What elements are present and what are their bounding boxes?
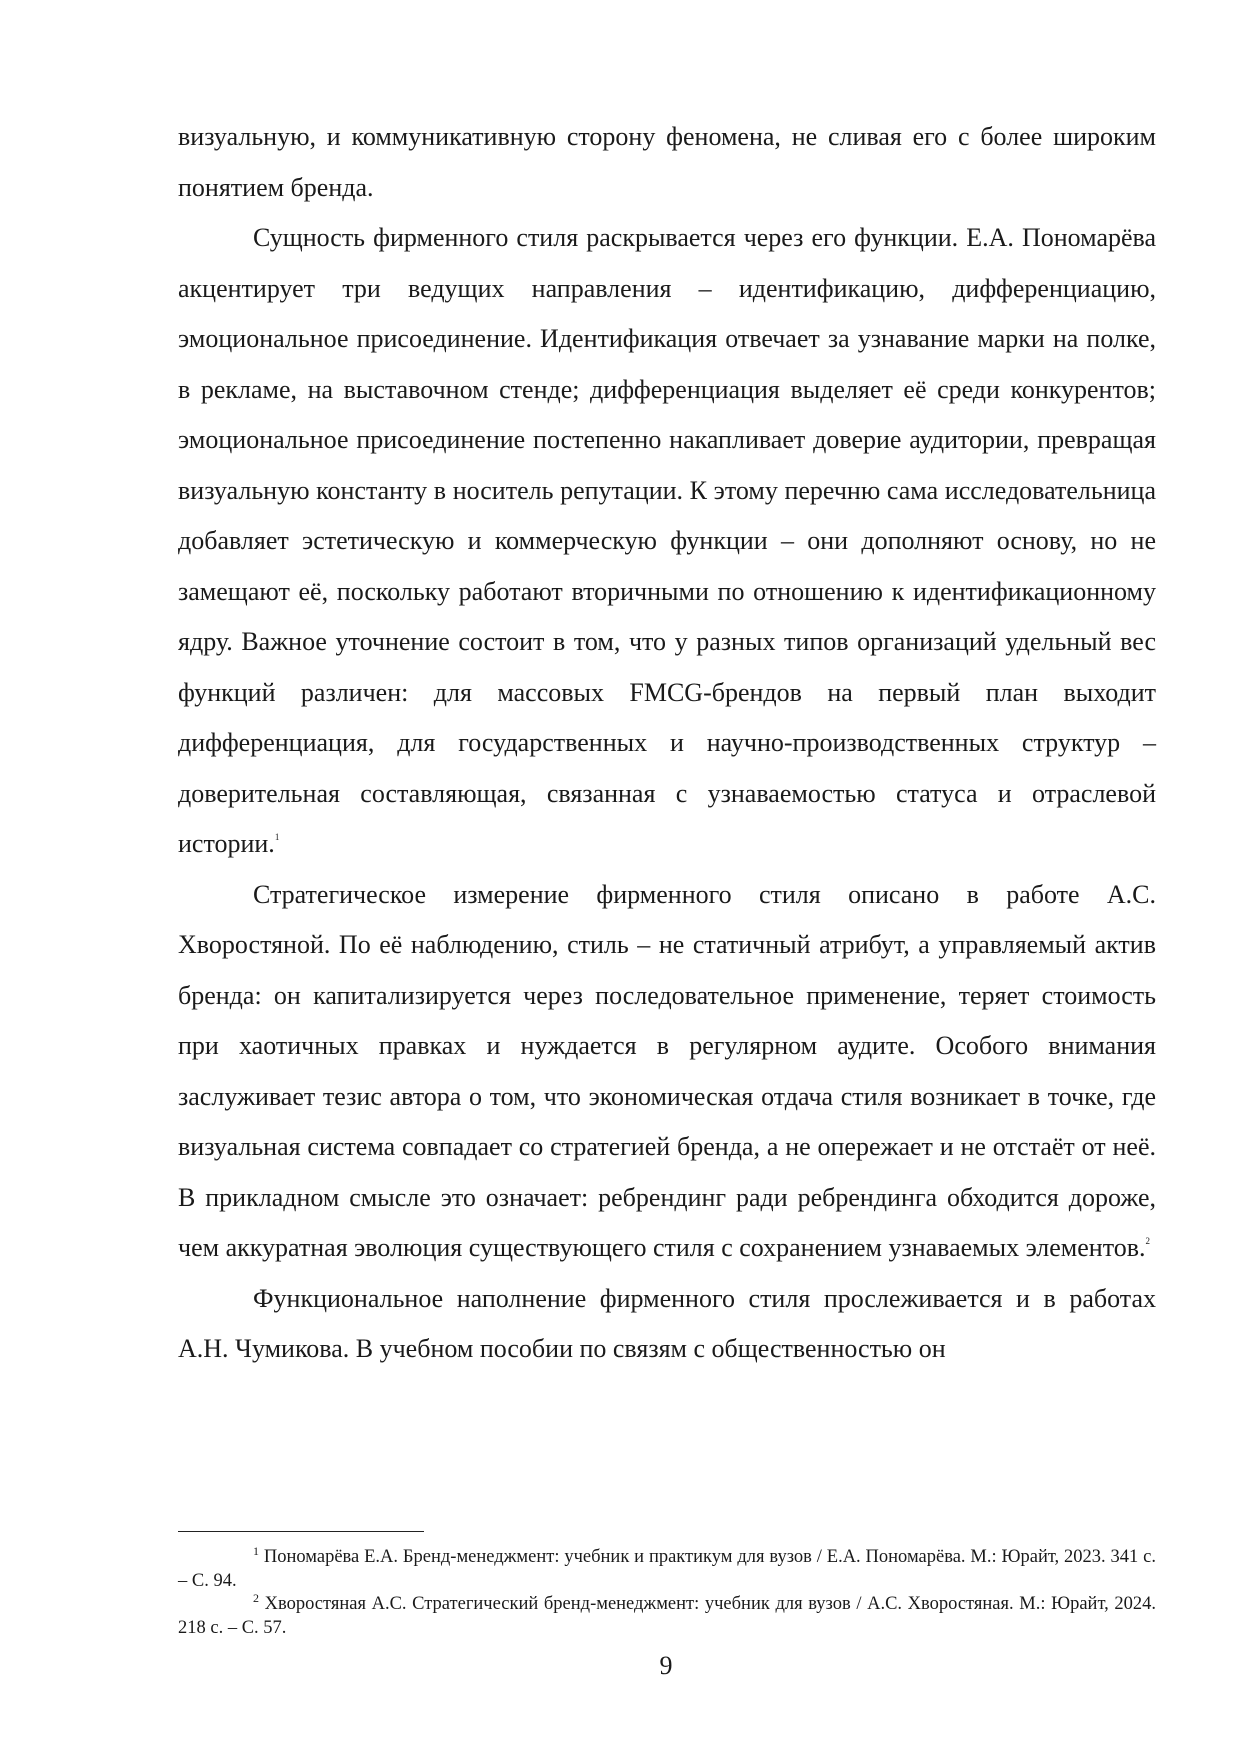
- footnote-number: 2: [253, 1591, 259, 1605]
- paragraph-functions: [178, 213, 1156, 870]
- paragraph-text: Сущность фирменного стиля раскрывается через его функции. Е.А. Пономарёва акцентирует три ведущих направления – идентификацию, дифференциацию, эмоциональное присоединение. Идентификация отвечает за узнавание марки на полке, в рекламе, на выставочном стенде; дифференциация выделяет её среди конкурентов; эмоциональное присоединение постепенно накапливает доверие аудитории, превращая визуальную константу в носитель репутации. К этому перечню сама исследовательница добавляет эстетическую и коммерческую функции – они дополняют основу, но не замещают её, поскольку работают вторичными по отношению к идентификационному ядру. Важное уточнение состоит в том, что у разных типов организаций удельный вес функций различен: для массовых FMCG-брендов на первый план выходит дифференциация, для государственных и научно-производственных структур – доверительная составляющая, связанная с узнаваемостью статуса и отраслевой истории.: [178, 223, 1156, 858]
- footnote-separator: [178, 1531, 424, 1532]
- paragraph-continuation: [178, 112, 1156, 213]
- footnote-text: Хворостяная А.С. Стратегический бренд-менеджмент: учебник для вузов / А.С. Хворостяная. М.: Юрайт, 2024. 218 с. – С. 57.: [178, 1594, 1156, 1638]
- paragraph-text: Функциональное наполнение фирменного стиля прослеживается и в работах А.Н. Чумикова. В учебном пособии по связям с общественностью он: [178, 1283, 1156, 1363]
- body-text: [178, 112, 1156, 1375]
- footnote-reference[interactable]: 2: [1145, 1236, 1151, 1246]
- paragraph-strategy: [178, 870, 1156, 1274]
- page-number: 9: [659, 1651, 673, 1680]
- paragraph-text: Стратегическое измерение фирменного стиля описано в работе А.С. Хворостяной. По её наблюдению, стиль – не статичный атрибут, а управляемый актив бренда: он капитализируется через последовательное применение, теряет стоимость при хаотичных правках и нуждается в регулярном аудите. Особого внимания заслуживает тезис автора о том, что экономическая отдача стиля возникает в точке, где визуальная система совпадает со стратегией бренда, а не опережает и не отстаёт от неё. В прикладном смысле это означает: ребрендинг ради ребрендинга обходится дороже, чем аккуратная эволюция существующего стиля с сохранением узнаваемых элементов.: [178, 879, 1156, 1262]
- footnote-item: [178, 1593, 1156, 1640]
- footnotes: [178, 1546, 1156, 1640]
- footnote-item: [178, 1546, 1156, 1593]
- footnote-number: 1: [253, 1544, 259, 1558]
- paragraph-text: визуальную, и коммуникативную сторону феномена, не сливая его с более широким понятием бренда.: [178, 122, 1156, 202]
- paragraph-chumikov: [178, 1274, 1156, 1375]
- footnote-text: Пономарёва Е.А. Бренд-менеджмент: учебник и практикум для вузов / Е.А. Пономарёва. М.: Юрайт, 2023. 341 с. – С. 94.: [178, 1547, 1157, 1591]
- footnote-reference[interactable]: 1: [274, 832, 280, 842]
